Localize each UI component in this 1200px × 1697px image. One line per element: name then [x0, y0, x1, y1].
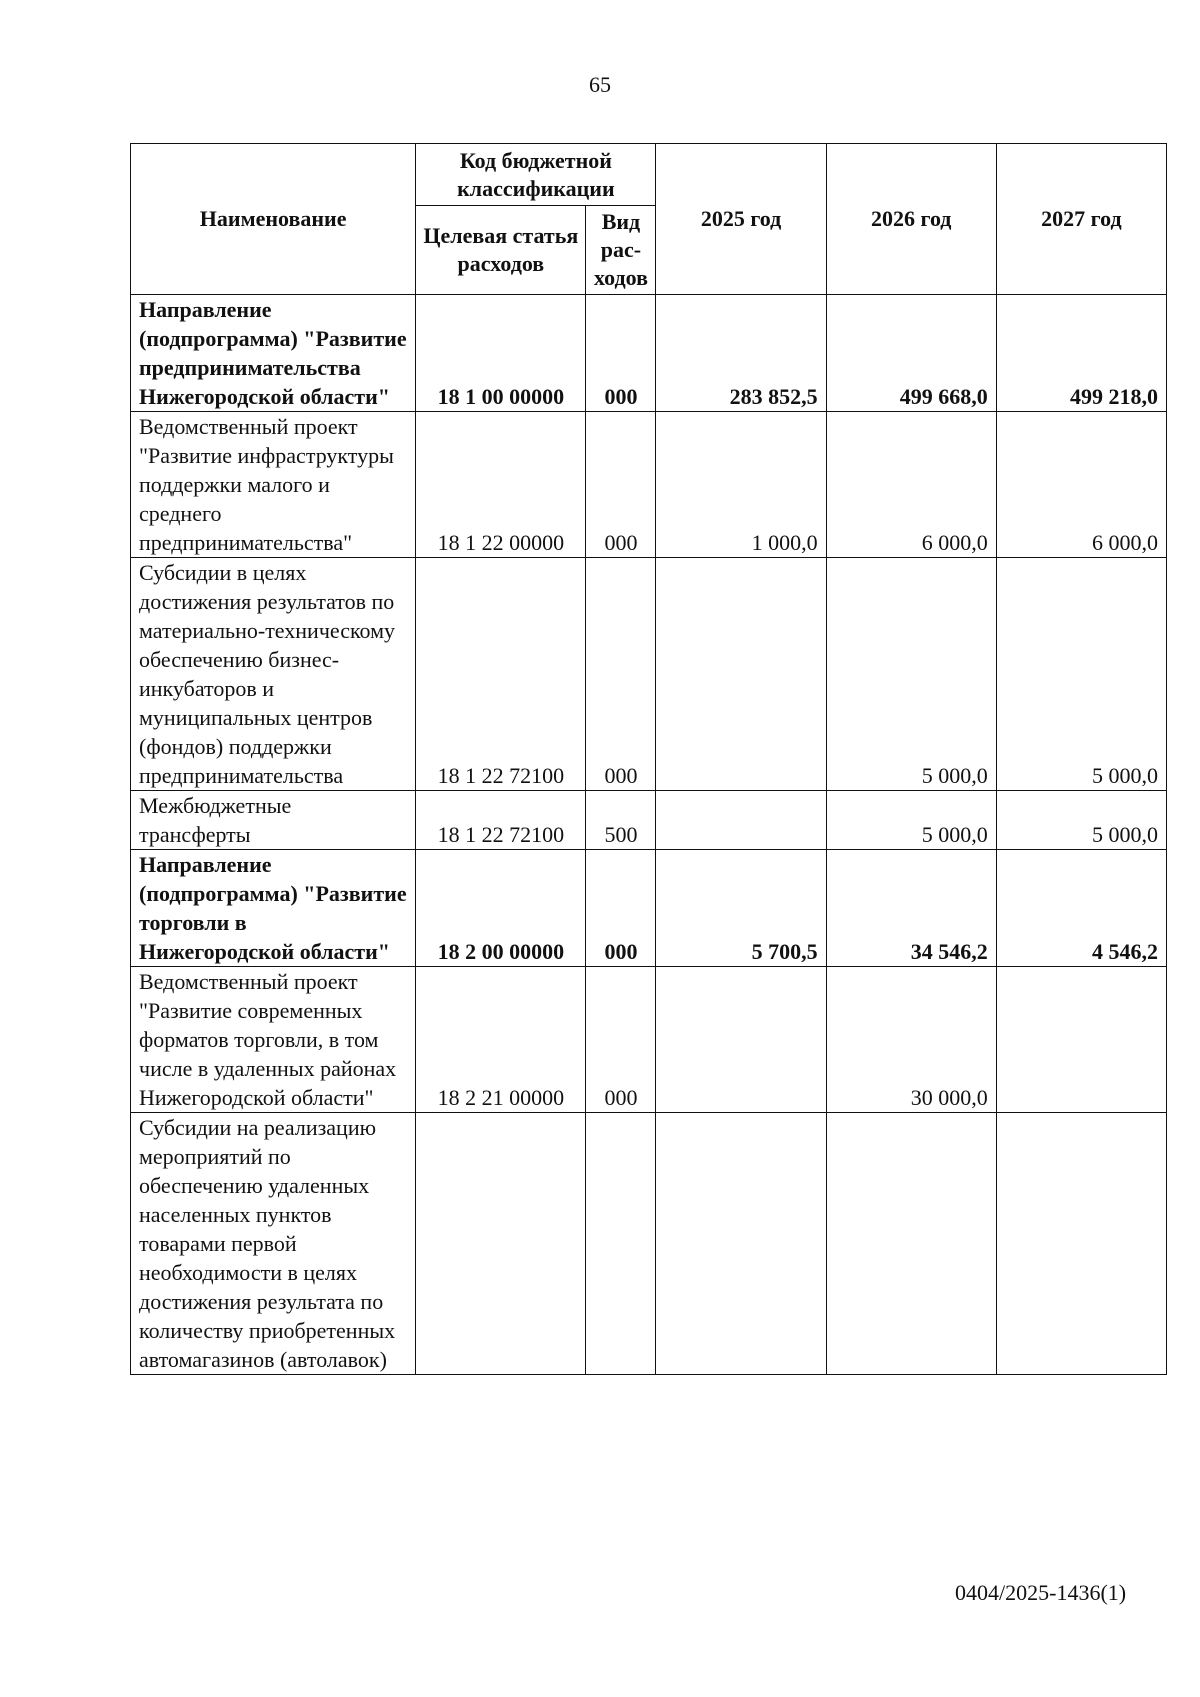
- row-2025: 5 700,5: [656, 850, 826, 967]
- header-target: Целевая статья расходов: [416, 206, 586, 295]
- page-number: 65: [589, 72, 611, 97]
- row-name: Направление (подпрограмма) "Развитие торговли в Нижегородской области": [131, 850, 416, 967]
- row-kind-code: 000: [586, 412, 656, 558]
- table-row: [131, 412, 1167, 558]
- row-name: Субсидии в целях достижения результатов по материально-техническому обеспечению бизнес-инкубаторов и муниципальных центров (фондов) поддержки предпринимательства: [131, 558, 416, 791]
- row-2026: 5 000,0: [826, 791, 996, 850]
- row-2027: 6 000,0: [996, 412, 1166, 558]
- row-2025: [656, 791, 826, 850]
- row-target-code: 18 2 00 00000: [416, 850, 586, 967]
- row-target-code: 18 1 22 00000: [416, 412, 586, 558]
- table-row: [131, 1113, 1167, 1375]
- row-name: Направление (подпрограмма) "Развитие предпринимательства Нижегородской области": [131, 295, 416, 412]
- budget-table: [130, 143, 1167, 1375]
- row-2026: [826, 1113, 996, 1375]
- row-name: Ведомственный проект "Развитие современных форматов торговли, в том числе в удаленных районах Нижегородской области": [131, 967, 416, 1113]
- row-2027: 4 546,2: [996, 850, 1166, 967]
- row-target-code: 18 1 22 72100: [416, 558, 586, 791]
- row-kind-code: 000: [586, 850, 656, 967]
- row-2025: [656, 967, 826, 1113]
- header-code-group: Код бюджетной классификации: [416, 144, 656, 206]
- row-kind-code: 000: [586, 295, 656, 412]
- row-2027: [996, 1113, 1166, 1375]
- row-target-code: [416, 1113, 586, 1375]
- table-row: [131, 295, 1167, 412]
- row-name: Ведомственный проект "Развитие инфраструктуры поддержки малого и среднего предпринимательства": [131, 412, 416, 558]
- row-target-code: 18 1 22 72100: [416, 791, 586, 850]
- row-kind-code: 000: [586, 558, 656, 791]
- row-2026: 499 668,0: [826, 295, 996, 412]
- row-2025: [656, 1113, 826, 1375]
- table-row: [131, 850, 1167, 967]
- row-2027: 5 000,0: [996, 791, 1166, 850]
- row-2026: 5 000,0: [826, 558, 996, 791]
- table-row: [131, 558, 1167, 791]
- row-name: Межбюджетные трансферты: [131, 791, 416, 850]
- row-kind-code: 500: [586, 791, 656, 850]
- document-code: 0404/2025-1436(1): [955, 1580, 1127, 1605]
- row-2026: 30 000,0: [826, 967, 996, 1113]
- header-2027: 2027 год: [996, 144, 1166, 295]
- row-2025: [656, 558, 826, 791]
- row-name: Субсидии на реализацию мероприятий по обеспечению удаленных населенных пунктов товарами первой необходимости в целях достижения результата по количеству приобретенных автомагазинов (автолавок): [131, 1113, 416, 1375]
- header-kind: Вид рас-ходов: [586, 206, 656, 295]
- row-2027: 499 218,0: [996, 295, 1166, 412]
- row-2025: 283 852,5: [656, 295, 826, 412]
- row-2027: [996, 967, 1166, 1113]
- row-target-code: 18 2 21 00000: [416, 967, 586, 1113]
- row-target-code: 18 1 00 00000: [416, 295, 586, 412]
- row-2026: 6 000,0: [826, 412, 996, 558]
- header-2026: 2026 год: [826, 144, 996, 295]
- row-kind-code: [586, 1113, 656, 1375]
- header-row-1: [131, 144, 1167, 206]
- table-row: [131, 791, 1167, 850]
- header-name: Наименование: [131, 144, 416, 295]
- header-2025: 2025 год: [656, 144, 826, 295]
- row-2027: 5 000,0: [996, 558, 1166, 791]
- row-2025: 1 000,0: [656, 412, 826, 558]
- row-kind-code: 000: [586, 967, 656, 1113]
- table-row: [131, 967, 1167, 1113]
- row-2026: 34 546,2: [826, 850, 996, 967]
